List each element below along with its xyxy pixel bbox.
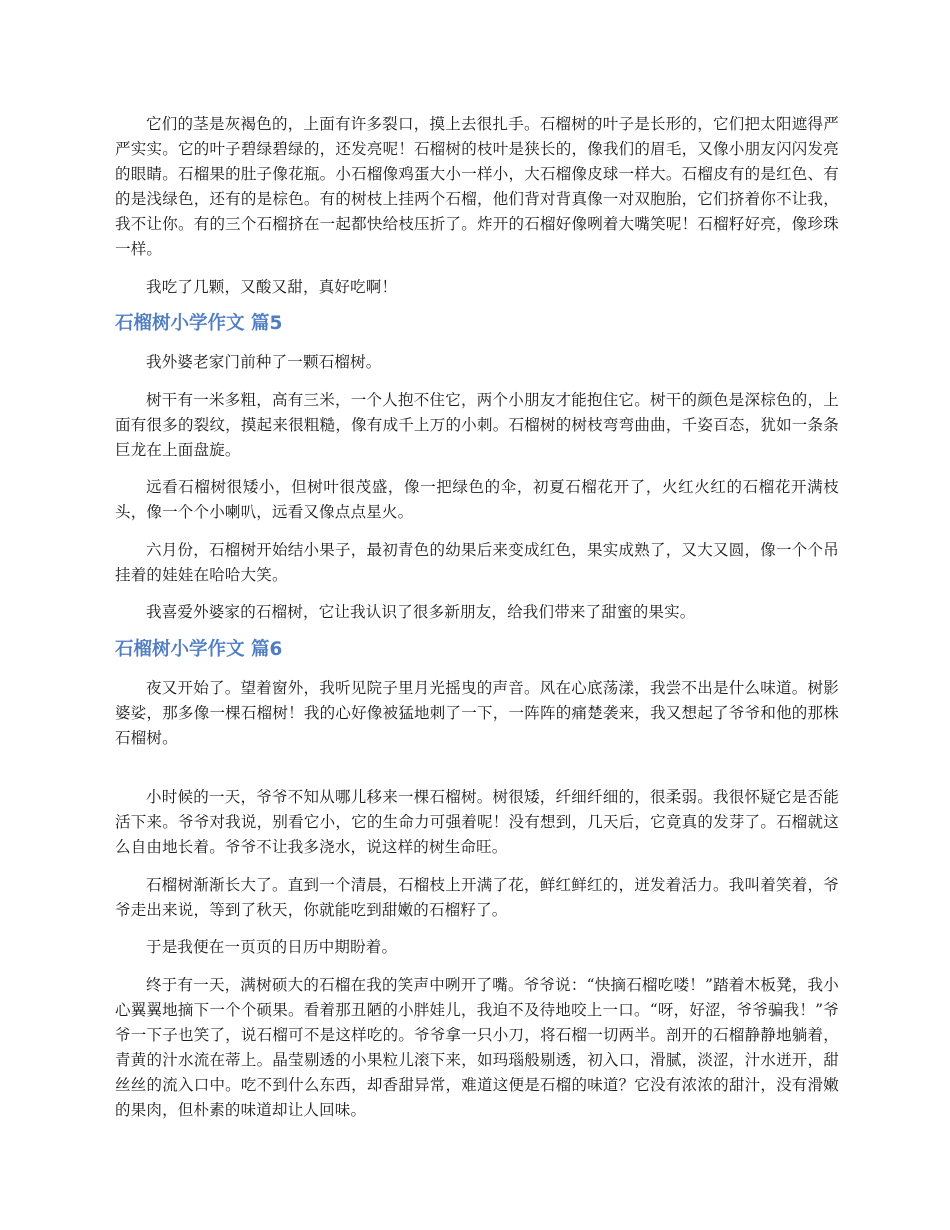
paragraph: 树干有一米多粗，高有三米，一个人抱不住它，两个小朋友才能抱住它。树干的颜色是深棕色的，上面有很多的裂纹，摸起来很粗糙，像有成千上万的小刺。石榴树的树枝弯弯曲曲，千姿百态，犹如一条条巨龙在上面盘旋。	[115, 390, 839, 459]
paragraph: 六月份，石榴树开始结小果子，最初青色的幼果后来变成红色，果实成熟了，又大又圆，像一个个吊挂着的娃娃在哈哈大笑。	[115, 540, 839, 584]
paragraph: 我外婆老家门前种了一颗石榴树。	[146, 353, 382, 371]
document-page	[115, 112, 839, 1135]
paragraph: 它们的茎是灰褐色的，上面有许多裂口，摸上去很扎手。石榴树的叶子是长形的，它们把太阳遮得严严实实。它的叶子碧绿碧绿的，还发亮呢！石榴树的枝叶是狭长的，像我们的眉毛，又像小朋友闪闪发亮的眼睛。石榴果的肚子像花瓶。小石榴像鸡蛋大小一样小，大石榴像皮球一样大。石榴皮有的是红色、有的是浅绿色，还有的是棕色。有的树枝上挂两个石榴，他们背对背真像一对双胞胎，它们挤着你不让我，我不让你。有的三个石榴挤在一起都快给枝压折了。炸开的石榴好像咧着大嘴笑呢！石榴籽好亮，像珍珠一样。	[115, 115, 839, 258]
blank-line	[115, 763, 839, 785]
paragraph: 终于有一天，满树硕大的石榴在我的笑声中咧开了嘴。爷爷说：“快摘石榴吃喽！”踏着木板凳，我小心翼翼地摘下一个个硕果。看着那丑陋的小胖娃儿，我迫不及待地咬上一口。“呀，好涩，爷爷骗我！”爷爷一下子也笑了，说石榴可不是这样吃的。爷爷拿一只小刀，将石榴一切两半。剖开的石榴静静地躺着，青黄的汁水流在蒂上。晶莹剔透的小果粒儿滚下来，如玛瑙般剔透，初入口，滑腻，淡涩，汁水迸开，甜丝丝的流入口中。吃不到什么东西，却香甜异常，难道这便是石榴的味道？它没有浓浓的甜汁，没有滑嫩的果肉，但朴素的味道却让人回味。	[115, 975, 839, 1119]
paragraph: 石榴树渐渐长大了。直到一个清晨，石榴枝上开满了花，鲜红鲜红的，迸发着活力。我叫着笑着，爷爷走出来说，等到了秋天，你就能吃到甜嫩的石榴籽了。	[115, 875, 839, 919]
paragraph: 夜又开始了。望着窗外，我听见院子里月光摇曳的声音。风在心底荡漾，我尝不出是什么味道。树影婆娑，那多像一棵石榴树！我的心好像被猛地刺了一下，一阵阵的痛楚袭来，我又想起了爷爷和他的那株石榴树。	[115, 678, 839, 747]
paragraph: 我吃了几颗，又酸又甜，真好吃啊！	[146, 277, 398, 296]
paragraph: 远看石榴树很矮小，但树叶很茂盛，像一把绿色的伞，初夏石榴花开了，火红火红的石榴花开满枝头，像一个个小喇叭，远看又像点点星火。	[115, 478, 839, 521]
section-heading: 石榴树小学作文 篇5	[115, 313, 283, 334]
paragraph: 我喜爱外婆家的石榴树，它让我认识了很多新朋友，给我们带来了甜蜜的果实。	[146, 603, 696, 621]
section-heading: 石榴树小学作文 篇6	[115, 638, 283, 660]
paragraph: 小时候的一天，爷爷不知从哪儿移来一棵石榴树。树很矮，纤细纤细的，很柔弱。我很怀疑它是否能活下来。爷爷对我说，别看它小，它的生命力可强着呢！没有想到，几天后，它竟真的发芽了。石榴就这么自由地长着。爷爷不让我多浇水，说这样的树生命旺。	[115, 788, 839, 856]
paragraph: 于是我便在一页页的日历中期盼着。	[146, 938, 398, 956]
